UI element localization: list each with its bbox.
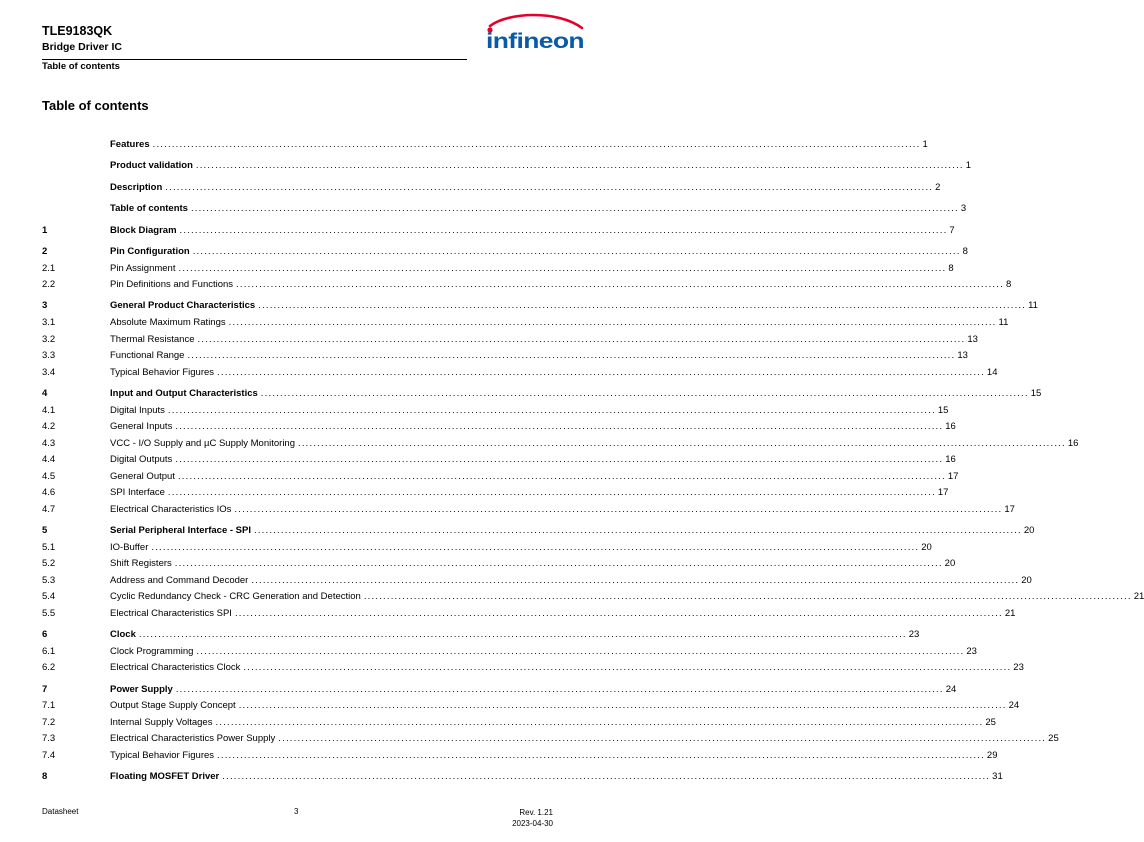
toc-entry[interactable] (42, 316, 1009, 330)
toc-entry[interactable] (42, 541, 932, 555)
toc-entry-page: 15 (1030, 388, 1042, 399)
toc-entry-number: 3.4 (42, 367, 56, 378)
toc-entry-number: 2 (42, 246, 48, 257)
toc-dot-leader: ........................................................................................................................................................................................................ (167, 405, 936, 416)
toc-entry-number: 3.1 (42, 317, 56, 328)
toc-entry[interactable] (42, 661, 1024, 675)
toc-entry[interactable] (42, 138, 928, 152)
toc-entry-number: 7.2 (42, 717, 56, 728)
toc-dot-leader: ........................................................................................................................................................................................................ (258, 300, 1027, 311)
toc-entry[interactable] (42, 770, 1003, 784)
toc-entry-label[interactable]: Thermal Resistance (110, 334, 195, 345)
toc-entry[interactable] (42, 387, 1042, 401)
document-subtitle: Bridge Driver IC (42, 41, 122, 53)
footer-rev: Rev. 1.21 (519, 808, 553, 817)
toc-dot-leader: ........................................................................................................................................................................................................ (167, 487, 936, 498)
document-title: TLE9183QK (42, 24, 113, 38)
toc-entry-label[interactable]: Pin Assignment (110, 263, 176, 274)
toc-dot-leader: ........................................................................................................................................................................................................ (196, 646, 965, 657)
toc-entry-number: 5.5 (42, 608, 56, 619)
toc-dot-leader: ........................................................................................................................................................................................................ (215, 717, 984, 728)
toc-entry-page: 2 (935, 182, 941, 193)
toc-entry[interactable] (42, 732, 1059, 746)
toc-dot-leader: ........................................................................................................................................................................................................ (177, 471, 946, 482)
toc-entry-number: 4.3 (42, 438, 56, 449)
toc-entry-number: 5.2 (42, 558, 56, 569)
toc-entry-label[interactable]: Pin Configuration (110, 246, 190, 257)
toc-entry[interactable] (42, 366, 998, 380)
toc-entry-page: 13 (967, 334, 978, 345)
toc-entry-page: 8 (962, 246, 968, 257)
toc-dot-leader: ........................................................................................................................................................................................................ (236, 279, 1004, 290)
toc-entry-number: 5.1 (42, 542, 56, 553)
toc-entry-page: 13 (957, 350, 968, 361)
toc-dot-leader: ........................................................................................................................................................................................................ (197, 334, 966, 345)
toc-entry-label[interactable]: Typical Behavior Figures (110, 750, 215, 761)
toc-entry-label[interactable]: Electrical Characteristics SPI (110, 608, 232, 619)
toc-entry-label[interactable]: Internal Supply Voltages (110, 717, 213, 728)
toc-entry-label[interactable]: Functional Range (110, 350, 185, 361)
toc-entry[interactable] (42, 404, 949, 418)
toc-entry-number: 7 (42, 684, 48, 695)
toc-dot-leader: ........................................................................................................................................................................................................ (234, 608, 1003, 619)
toc-entry-page: 31 (992, 771, 1003, 782)
toc-entry[interactable] (42, 590, 1144, 604)
toc-entry-label[interactable]: General Inputs (110, 421, 173, 432)
toc-dot-leader: ........................................................................................................................................................................................................ (165, 182, 934, 193)
toc-entry-label[interactable]: Features (110, 139, 150, 150)
toc-entry-number: 4.5 (42, 471, 56, 482)
toc-dot-leader: ........................................................................................................................................................................................................ (251, 575, 1020, 586)
toc-entry[interactable] (42, 470, 959, 484)
toc-entry-number: 4.7 (42, 504, 56, 515)
toc-dot-leader: ........................................................................................................................................................................................................ (228, 317, 997, 328)
toc-entry-label[interactable]: Floating MOSFET Driver (110, 771, 220, 782)
toc-entry-label[interactable]: Power Supply (110, 684, 173, 695)
toc-entry-page: 11 (998, 317, 1009, 328)
toc-entry[interactable] (42, 278, 1012, 292)
toc-entry[interactable] (42, 524, 1035, 538)
toc-entry[interactable] (42, 574, 1032, 588)
toc-dot-leader: ........................................................................................................................................................................................................ (260, 388, 1029, 399)
toc-dot-leader: ........................................................................................................................................................................................................ (187, 350, 956, 361)
footer-date: 2023-04-30 (512, 819, 553, 828)
toc-entry-number: 7.4 (42, 750, 56, 761)
toc-entry-page: 20 (921, 542, 932, 553)
toc-entry-page: 3 (960, 203, 967, 214)
toc-entry-label[interactable]: Table of contents (110, 203, 188, 214)
toc-entry[interactable] (42, 262, 954, 276)
toc-entry-label[interactable]: Address and Command Decoder (110, 575, 249, 586)
toc-entry[interactable] (42, 486, 949, 500)
toc-entry[interactable] (42, 453, 956, 467)
toc-entry[interactable] (42, 716, 996, 730)
toc-dot-leader: ........................................................................................................................................................................................................ (298, 438, 1066, 449)
toc-entry-label[interactable]: Cyclic Redundancy Check - CRC Generation and Detection (110, 591, 361, 602)
toc-entry-page: 20 (1021, 575, 1032, 586)
toc-dot-leader: ........................................................................................................................................................................................................ (363, 591, 1132, 602)
toc-entry-number: 7.1 (42, 700, 56, 711)
toc-entry-page: 21 (1133, 591, 1144, 602)
toc-entry-number: 2.1 (42, 263, 56, 274)
toc-entry-label[interactable]: General Output (110, 471, 175, 482)
toc-dot-leader: ........................................................................................................................................................................................................ (178, 263, 947, 274)
toc-entry-number: 4 (42, 388, 48, 399)
toc-dot-leader: ........................................................................................................................................................................................................ (195, 160, 964, 171)
toc-dot-leader: ........................................................................................................................................................................................................ (175, 454, 944, 465)
toc-entry[interactable] (42, 224, 955, 238)
toc-entry-number: 3.2 (42, 334, 56, 345)
running-section-title: Table of contents (42, 61, 120, 72)
toc-entry-page: 17 (947, 471, 959, 482)
toc-entry-label[interactable]: Shift Registers (110, 558, 172, 569)
toc-entry[interactable] (42, 503, 1015, 517)
toc-dot-leader: ........................................................................................................................................................................................................ (278, 733, 1047, 744)
toc-entry-number: 5 (42, 525, 48, 536)
toc-entry[interactable] (42, 607, 1016, 621)
toc-dot-leader: ........................................................................................................................................................................................................ (190, 203, 959, 214)
toc-entry-number: 4.6 (42, 487, 56, 498)
toc-entry-page: 23 (1013, 662, 1024, 673)
toc-entry-label[interactable]: Block Diagram (110, 225, 177, 236)
toc-entry-page: 29 (986, 750, 998, 761)
toc-entry-label[interactable]: Description (110, 182, 163, 193)
toc-dot-leader: ........................................................................................................................................................................................................ (175, 421, 944, 432)
toc-entry-label[interactable]: Typical Behavior Figures (110, 367, 215, 378)
toc-dot-leader: ........................................................................................................................................................................................................ (151, 542, 920, 553)
toc-entry-page: 21 (1004, 608, 1016, 619)
toc-entry-label[interactable]: Pin Definitions and Functions (110, 279, 234, 290)
toc-entry-label[interactable]: Clock Programming (110, 646, 194, 657)
toc-entry-page: 24 (945, 684, 957, 695)
toc-entry[interactable] (42, 749, 998, 763)
toc-entry-number: 4.2 (42, 421, 56, 432)
toc-entry-number: 3 (42, 300, 48, 311)
toc-entry[interactable] (42, 420, 956, 434)
toc-entry-number: 4.1 (42, 405, 56, 416)
toc-entry[interactable] (42, 628, 920, 642)
toc-entry-label[interactable]: VCC - I/O Supply and µC Supply Monitoring (110, 438, 295, 449)
toc-entry-page: 8 (948, 263, 954, 274)
toc-entry-page: 15 (937, 405, 949, 416)
toc-entry-number: 7.3 (42, 733, 56, 744)
toc-entry-label[interactable]: Clock (110, 629, 136, 640)
footer-doc-type: Datasheet (42, 807, 79, 816)
toc-entry-page: 20 (944, 558, 956, 569)
toc-entry-page: 25 (985, 717, 996, 728)
toc-entry-page: 7 (949, 225, 955, 236)
toc-dot-leader: ........................................................................................................................................................................................................ (253, 525, 1022, 536)
toc-entry[interactable] (42, 299, 1038, 313)
toc-entry-number: 2.2 (42, 279, 56, 290)
toc-entry[interactable] (42, 159, 972, 173)
toc-entry-label[interactable]: Digital Inputs (110, 405, 165, 416)
toc-entry-page: 1 (965, 160, 972, 171)
toc-entry-number: 3.3 (42, 350, 56, 361)
toc-entry[interactable] (42, 349, 968, 363)
toc-dot-leader: ........................................................................................................................................................................................................ (192, 246, 961, 257)
header-divider (42, 59, 467, 60)
toc-entry[interactable] (42, 181, 941, 195)
toc-entry[interactable] (42, 333, 978, 347)
toc-entry-page: 17 (937, 487, 949, 498)
toc-entry-page: 24 (1008, 700, 1020, 711)
toc-dot-leader: ........................................................................................................................................................................................................ (179, 225, 948, 236)
toc-dot-leader: ........................................................................................................................................................................................................ (238, 700, 1007, 711)
toc-entry-label[interactable]: General Product Characteristics (110, 300, 256, 311)
toc-entry-page: 23 (908, 629, 920, 640)
toc-dot-leader: ........................................................................................................................................................................................................ (152, 139, 921, 150)
infineon-logo (478, 12, 588, 62)
toc-dot-leader: ........................................................................................................................................................................................................ (175, 684, 944, 695)
toc-entry-number: 5.4 (42, 591, 56, 602)
toc-dot-leader: ........................................................................................................................................................................................................ (217, 750, 985, 761)
footer-page-number: 3 (294, 807, 299, 816)
toc-entry-label[interactable]: Electrical Characteristics Power Supply (110, 733, 276, 744)
svg-text:infineon: infineon (486, 30, 584, 53)
toc-entry[interactable] (42, 683, 957, 697)
toc-dot-leader: ........................................................................................................................................................................................................ (243, 662, 1012, 673)
toc-entry-page: 16 (945, 454, 956, 465)
toc-entry-label[interactable]: Serial Peripheral Interface - SPI (110, 525, 251, 536)
toc-entry-label[interactable]: Digital Outputs (110, 454, 173, 465)
toc-entry-page: 14 (986, 367, 998, 378)
toc-entry-number: 4.4 (42, 454, 56, 465)
toc-dot-leader: ........................................................................................................................................................................................................ (234, 504, 1003, 515)
toc-entry-number: 8 (42, 771, 48, 782)
toc-dot-leader: ........................................................................................................................................................................................................ (138, 629, 907, 640)
toc-entry-number: 6.2 (42, 662, 56, 673)
toc-entry-page: 8 (1005, 279, 1012, 290)
toc-entry-label[interactable]: IO-Buffer (110, 542, 149, 553)
toc-entry-number: 1 (42, 225, 48, 236)
toc-entry-page: 1 (922, 139, 928, 150)
toc-entry-label[interactable]: Output Stage Supply Concept (110, 700, 236, 711)
toc-heading: Table of contents (42, 98, 149, 113)
toc-entry-label[interactable]: Absolute Maximum Ratings (110, 317, 226, 328)
toc-entry-page: 20 (1023, 525, 1035, 536)
toc-entry[interactable] (42, 645, 977, 659)
toc-entry[interactable] (42, 699, 1020, 713)
footer-revision (512, 807, 553, 829)
toc-dot-leader: ........................................................................................................................................................................................................ (222, 771, 991, 782)
toc-entry-label[interactable]: SPI Interface (110, 487, 165, 498)
toc-dot-leader: ........................................................................................................................................................................................................ (174, 558, 943, 569)
toc-entry-label[interactable]: Input and Output Characteristics (110, 388, 258, 399)
toc-entry[interactable] (42, 245, 968, 259)
toc-entry-label[interactable]: Electrical Characteristics Clock (110, 662, 241, 673)
toc-entry-page: 16 (1067, 438, 1079, 449)
toc-entry-number: 6 (42, 629, 48, 640)
toc-dot-leader: ........................................................................................................................................................................................................ (217, 367, 985, 378)
toc-entry[interactable] (42, 557, 956, 571)
toc-entry[interactable] (42, 437, 1079, 451)
toc-entry-page: 16 (945, 421, 956, 432)
toc-entry-page: 25 (1048, 733, 1059, 744)
toc-entry[interactable] (42, 202, 967, 216)
toc-entry-label[interactable]: Product validation (110, 160, 193, 171)
toc-entry-page: 23 (966, 646, 977, 657)
toc-entry-label[interactable]: Electrical Characteristics IOs (110, 504, 232, 515)
toc-entry-number: 6.1 (42, 646, 56, 657)
toc-entry-page: 17 (1004, 504, 1015, 515)
toc-entry-number: 5.3 (42, 575, 56, 586)
toc-entry-page: 11 (1028, 300, 1038, 311)
